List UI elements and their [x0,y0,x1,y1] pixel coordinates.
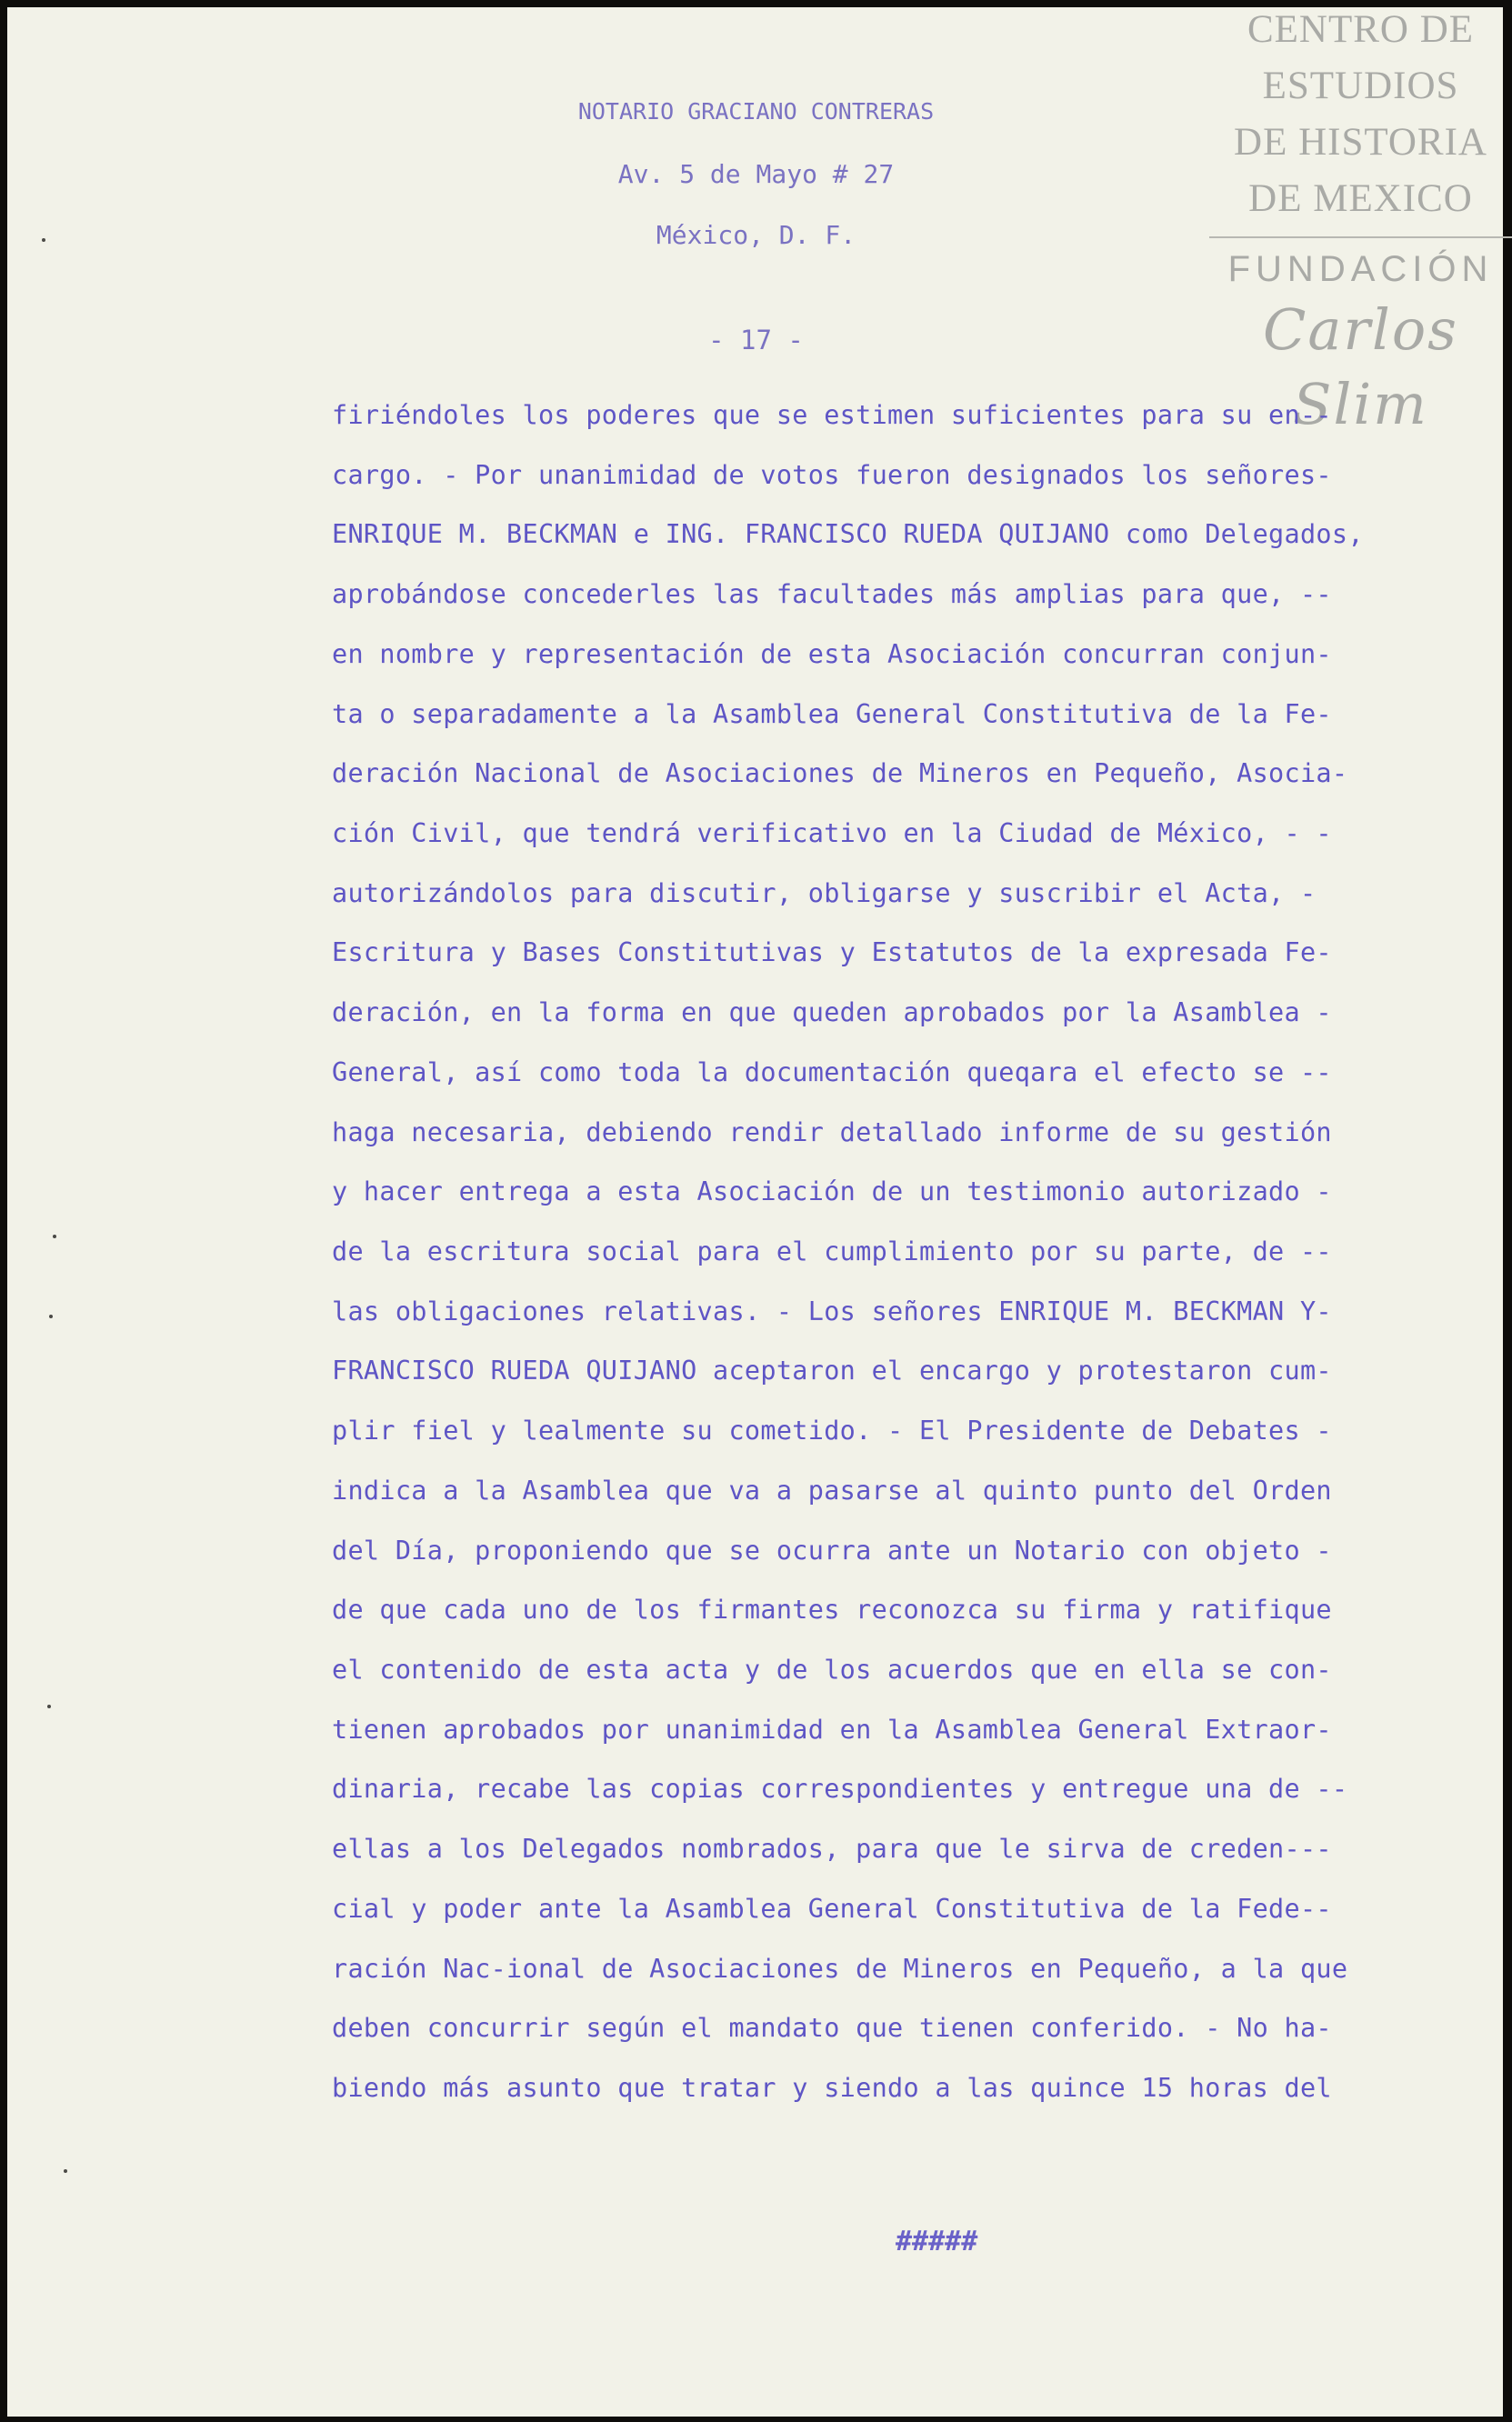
text-line: en nombre y representación de esta Asociación concurran conjun- [332,639,1332,669]
margin-speck [64,2169,67,2173]
text-line: Escritura y Bases Constitutivas y Estatutos de la expresada Fe- [332,937,1332,967]
page-number: - 17 - [708,325,804,355]
text-line: plir fiel y lealmente su cometido. - El Presidente de Debates - [332,1416,1332,1446]
margin-speck [53,1235,56,1238]
watermark-line: ESTUDIOS [1262,65,1459,107]
text-line: ración Nac-ional de Asociaciones de Mineros en Pequeño, a la que [332,1954,1348,1984]
text-line: y hacer entrega a esta Asociación de un testimonio autorizado - [332,1176,1332,1206]
text-line: de la escritura social para el cumplimiento por su parte, de -- [332,1236,1332,1266]
margin-speck [49,1315,53,1318]
margin-speck [42,238,45,242]
watermark-line: CENTRO DE [1247,8,1475,51]
text-line: de que cada uno de los firmantes reconozca su firma y ratifique [332,1595,1332,1625]
text-line: ción Civil, que tendrá verificativo en la Ciudad de México, - - [332,818,1332,848]
text-line: ENRIQUE M. BECKMAN e ING. FRANCISCO RUEDA QUIJANO como Delegados, [332,519,1364,549]
notary-city: México, D. F. [656,220,856,250]
text-line: cargo. - Por unanimidad de votos fueron designados los señores- [332,460,1332,490]
text-line: firiéndoles los poderes que se estimen suficientes para su en-- [332,400,1332,430]
text-line: deración Nacional de Asociaciones de Mineros en Pequeño, Asocia- [332,758,1348,788]
text-line: del Día, proponiendo que se ocurra ante un Notario con objeto - [332,1536,1332,1566]
text-line: ellas a los Delegados nombrados, para que le sirva de creden--- [332,1834,1332,1864]
text-line: ta o separadamente a la Asamblea General Constitutiva de la Fe- [332,699,1332,729]
text-line: FRANCISCO RUEDA QUIJANO aceptaron el encargo y protestaron cum- [332,1356,1332,1386]
text-line: indica a la Asamblea que va a pasarse al quinto punto del Orden [332,1476,1332,1506]
text-line: General, así como toda la documentación queqara el efecto se -- [332,1057,1332,1087]
notary-name: NOTARIO GRACIANO CONTRERAS [577,98,935,125]
watermark-signature: Carlos Slim [1262,296,1458,437]
text-line: deración, en la forma en que queden aprobados por la Asamblea - [332,997,1332,1027]
text-line: autorizándolos para discutir, obligarse y suscribir el Acta, - [332,878,1317,908]
text-line: haga necesaria, debiendo rendir detallado informe de su gestión [332,1117,1332,1147]
watermark-foundation: FUNDACIÓN [1227,249,1494,289]
watermark-line: DE MEXICO [1248,177,1473,220]
text-line: dinaria, recabe las copias correspondientes y entregue una de -- [332,1774,1348,1804]
end-mark: ##### [896,2226,978,2257]
margin-speck [47,1705,51,1708]
text-line: las obligaciones relativas. - Los señores ENRIQUE M. BECKMAN Y- [332,1296,1332,1326]
text-line: el contenido de esta acta y de los acuerdos que en ella se con- [332,1655,1332,1685]
text-line: tienen aprobados por unanimidad en la Asamblea General Extraor- [332,1715,1332,1745]
text-line: cial y poder ante la Asamblea General Constitutiva de la Fede-- [332,1894,1332,1924]
notary-address: Av. 5 de Mayo # 27 [617,159,895,189]
watermark-line: DE HISTORIA [1234,121,1487,164]
text-line: biendo más asunto que tratar y siendo a las quince 15 horas del [332,2073,1332,2103]
text-line: aprobándose concederles las facultades más amplias para que, -- [332,579,1332,609]
text-line: deben concurrir según el mandato que tienen conferido. - No ha- [332,2013,1332,2043]
